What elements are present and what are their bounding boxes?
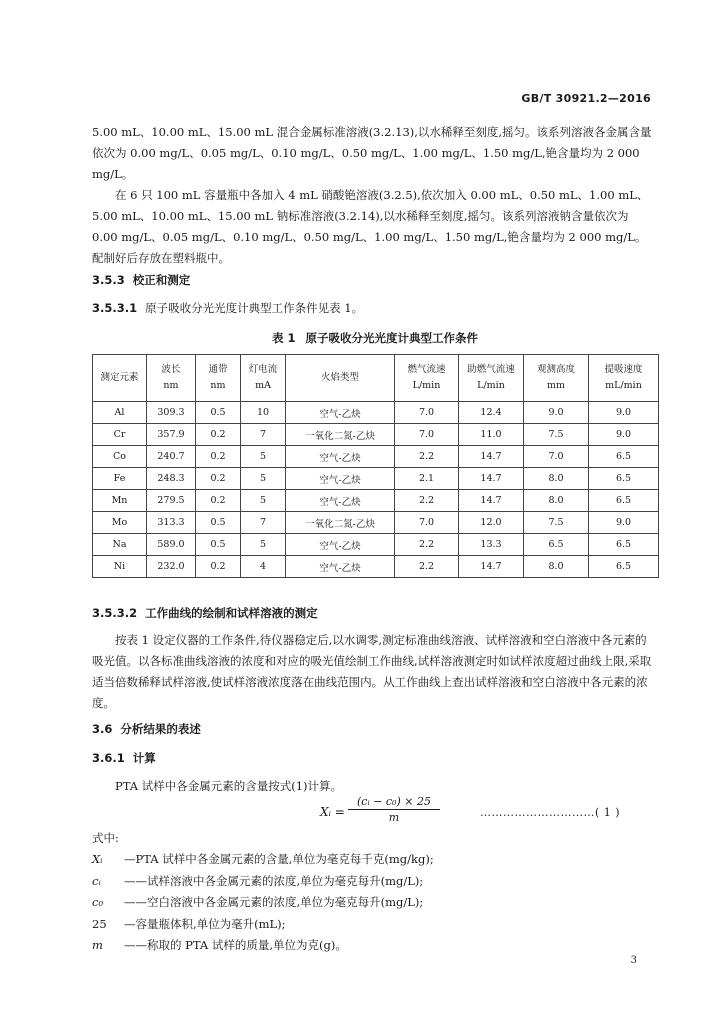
cell-flame-type: 空气-乙炔: [286, 468, 395, 490]
cell-bandpass: 0.5: [196, 402, 241, 424]
definition-text: ——空白溶液中各金属元素的浓度,单位为毫克每升(mg/L);: [124, 895, 424, 910]
formula-lhs: Xᵢ =: [320, 805, 345, 819]
cell-oxidant-flow: 14.7: [459, 468, 524, 490]
section-number: 3.5.3.2: [92, 606, 138, 620]
cell-fuel-flow: 7.0: [395, 402, 459, 424]
cell-bandpass: 0.2: [196, 468, 241, 490]
header-aspiration-rate: 提吸速度 mL/min: [589, 355, 659, 402]
page-number: 3: [630, 955, 637, 966]
cell-lamp-current: 10: [241, 402, 286, 424]
paragraph-mixed-standard: 5.00 mL、10.00 mL、15.00 mL 混合金属标准溶液(3.2.13),以水稀释至刻度,摇匀。该系列溶液各金属含量依次为 0.00 mg/L、0.05 mg/L、0.10 mg/L、0.50 mg/L、1.00 mg/L、1.50 mg/L,铯含量均为 2 000 mg/L。: [92, 125, 652, 181]
cell-lamp-current: 4: [241, 556, 286, 578]
cell-observation-height: 9.0: [524, 402, 589, 424]
cell-fuel-flow: 7.0: [395, 512, 459, 534]
section-title: 工作曲线的绘制和试样溶液的测定: [145, 606, 318, 620]
cell-wavelength: 279.5: [147, 490, 196, 512]
definition-text: —PTA 试样中各金属元素的含量,单位为毫克每千克(mg/kg);: [124, 852, 434, 867]
definition-item: [92, 935, 434, 956]
cell-wavelength: 248.3: [147, 468, 196, 490]
cell-element: Co: [93, 446, 147, 468]
definition-item: [92, 871, 434, 892]
cell-flame-type: 空气-乙炔: [286, 534, 395, 556]
cell-observation-height: 7.5: [524, 424, 589, 446]
cell-observation-height: 8.0: [524, 490, 589, 512]
definition-symbol: 25: [92, 916, 107, 931]
definition-text: —容量瓶体积,单位为毫升(mL);: [124, 916, 286, 931]
cell-element: Fe: [93, 468, 147, 490]
section-3-6-1-heading: [92, 750, 156, 766]
cell-oxidant-flow: 14.7: [459, 556, 524, 578]
cell-flame-type: 空气-乙炔: [286, 556, 395, 578]
table-row: [93, 512, 659, 534]
section-number: 3.6.1: [92, 751, 125, 765]
section-3-5-3-2-heading: [92, 605, 318, 621]
cell-lamp-current: 7: [241, 424, 286, 446]
aas-conditions-table: [92, 354, 659, 578]
cell-wavelength: 313.3: [147, 512, 196, 534]
section-3-6-heading: [92, 721, 201, 737]
cell-oxidant-flow: 12.0: [459, 512, 524, 534]
header-fuel-flow: 燃气流速 L/min: [395, 355, 459, 402]
section-number: 3.5.3.1: [92, 301, 138, 315]
cell-aspiration-rate: 6.5: [589, 446, 659, 468]
cell-flame-type: 空气-乙炔: [286, 490, 395, 512]
header-lamp-current: 灯电流 mA: [241, 355, 286, 402]
section-text: 原子吸收分光光度计典型工作条件见表 1。: [145, 301, 364, 315]
cell-fuel-flow: 2.2: [395, 490, 459, 512]
cell-fuel-flow: 2.1: [395, 468, 459, 490]
cell-lamp-current: 5: [241, 468, 286, 490]
cell-wavelength: 589.0: [147, 534, 196, 556]
cell-bandpass: 0.2: [196, 424, 241, 446]
definition-text: ——试样溶液中各金属元素的浓度,单位为毫克每升(mg/L);: [124, 873, 424, 888]
cell-bandpass: 0.2: [196, 556, 241, 578]
definition-symbol: cᵢ: [92, 873, 101, 888]
paragraph-calculation: PTA 试样中各金属元素的含量按式(1)计算。: [115, 779, 343, 793]
standard-number: GB/T 30921.2—2016: [521, 92, 651, 105]
section-3-5-3-heading: [92, 272, 190, 288]
cell-lamp-current: 7: [241, 512, 286, 534]
cell-wavelength: 357.9: [147, 424, 196, 446]
header-observation-height: 观测高度 mm: [524, 355, 589, 402]
section-3-5-3-1-heading: [92, 300, 363, 316]
definition-symbol: c₀: [92, 895, 104, 910]
table-row: [93, 556, 659, 578]
definition-text: ——称取的 PTA 试样的质量,单位为克(g)。: [124, 938, 347, 953]
section-number: 3.6: [92, 722, 113, 736]
table-caption: [92, 330, 658, 346]
cell-fuel-flow: 2.2: [395, 556, 459, 578]
cell-oxidant-flow: 14.7: [459, 490, 524, 512]
cell-fuel-flow: 7.0: [395, 424, 459, 446]
definition-symbol: m: [92, 938, 103, 953]
cell-flame-type: 一氧化二氮-乙炔: [286, 424, 395, 446]
cell-bandpass: 0.2: [196, 490, 241, 512]
cell-observation-height: 6.5: [524, 534, 589, 556]
section-title: 分析结果的表述: [120, 722, 201, 736]
cell-flame-type: 空气-乙炔: [286, 446, 395, 468]
header-bandpass: 通带 nm: [196, 355, 241, 402]
cell-wavelength: 309.3: [147, 402, 196, 424]
formula-number: …………………………( 1 ): [480, 806, 621, 819]
cell-element: Cr: [93, 424, 147, 446]
formula-fraction: [348, 795, 440, 824]
cell-aspiration-rate: 9.0: [589, 512, 659, 534]
section-number: 3.5.3: [92, 273, 125, 287]
cell-oxidant-flow: 14.7: [459, 446, 524, 468]
section-title: 校正和测定: [132, 273, 191, 287]
cell-oxidant-flow: 13.3: [459, 534, 524, 556]
table-row: [93, 402, 659, 424]
cell-aspiration-rate: 9.0: [589, 402, 659, 424]
cell-bandpass: 0.5: [196, 534, 241, 556]
table-header-row: [93, 355, 659, 402]
cell-fuel-flow: 2.2: [395, 534, 459, 556]
cell-element: Al: [93, 402, 147, 424]
cell-element: Mo: [93, 512, 147, 534]
cell-observation-height: 8.0: [524, 468, 589, 490]
paragraph-measurement: 按表 1 设定仪器的工作条件,待仪器稳定后,以水调零,测定标准曲线溶液、试样溶液和空白溶液中各元素的吸光值。以各标准曲线溶液的浓度和对应的吸光值绘制工作曲线,试样溶液测定时如试样浓度超过曲线上限,采取适当倍数稀释试样溶液,使试样溶液浓度落在曲线范围内。从工作曲线上查出试样溶液和空白溶液中各元素的浓度。: [92, 633, 652, 710]
cell-lamp-current: 5: [241, 534, 286, 556]
cell-aspiration-rate: 6.5: [589, 490, 659, 512]
header-oxidant-flow: 助燃气流速 L/min: [459, 355, 524, 402]
table-row: [93, 534, 659, 556]
cell-aspiration-rate: 6.5: [589, 468, 659, 490]
cell-wavelength: 240.7: [147, 446, 196, 468]
table-row: [93, 490, 659, 512]
cell-aspiration-rate: 9.0: [589, 424, 659, 446]
cell-oxidant-flow: 11.0: [459, 424, 524, 446]
definition-item: [92, 892, 434, 913]
table-caption-number: 表 1: [271, 331, 296, 345]
definition-symbol: Xᵢ: [92, 852, 103, 867]
table-caption-title: 原子吸收分光光度计典型工作条件: [305, 331, 478, 345]
cell-lamp-current: 5: [241, 446, 286, 468]
section-title: 计算: [132, 751, 156, 765]
cell-bandpass: 0.2: [196, 446, 241, 468]
cell-flame-type: 空气-乙炔: [286, 402, 395, 424]
paragraph-sodium-standard: 在 6 只 100 mL 容量瓶中各加入 4 mL 硝酸铯溶液(3.2.5),依次加入 0.00 mL、0.50 mL、1.00 mL、5.00 mL、10.00 mL、15.00 mL 钠标准溶液(3.2.14),以水稀释至刻度,摇匀。该系列溶液钠含量依次为 0.00 mg/L、0.05 mg/L、0.10 mg/L、0.50 mg/L、1.00 mg/L、1.50 mg/L,铯含量均为 2 000 mg/L。配制好后存放在塑料瓶中。: [92, 188, 649, 265]
cell-aspiration-rate: 6.5: [589, 556, 659, 578]
table-row: [93, 468, 659, 490]
cell-element: Ni: [93, 556, 147, 578]
table-row: [93, 446, 659, 468]
cell-observation-height: 7.5: [524, 512, 589, 534]
cell-lamp-current: 5: [241, 490, 286, 512]
cell-element: Na: [93, 534, 147, 556]
definition-item: [92, 849, 434, 870]
formula-numerator: (cᵢ − c₀) × 25: [348, 795, 440, 810]
where-label: 式中:: [92, 831, 119, 845]
table-row: [93, 424, 659, 446]
cell-element: Mn: [93, 490, 147, 512]
cell-bandpass: 0.5: [196, 512, 241, 534]
cell-aspiration-rate: 6.5: [589, 534, 659, 556]
cell-observation-height: 8.0: [524, 556, 589, 578]
symbol-definitions: [92, 828, 434, 956]
header-flame-type: 火焰类型: [286, 355, 395, 402]
cell-flame-type: 一氧化二氮-乙炔: [286, 512, 395, 534]
definition-item: [92, 914, 434, 935]
header-element: 测定元素: [93, 355, 147, 402]
cell-oxidant-flow: 12.4: [459, 402, 524, 424]
header-wavelength: 波长 nm: [147, 355, 196, 402]
cell-observation-height: 7.0: [524, 446, 589, 468]
cell-fuel-flow: 2.2: [395, 446, 459, 468]
formula-denominator: m: [388, 811, 400, 824]
cell-wavelength: 232.0: [147, 556, 196, 578]
